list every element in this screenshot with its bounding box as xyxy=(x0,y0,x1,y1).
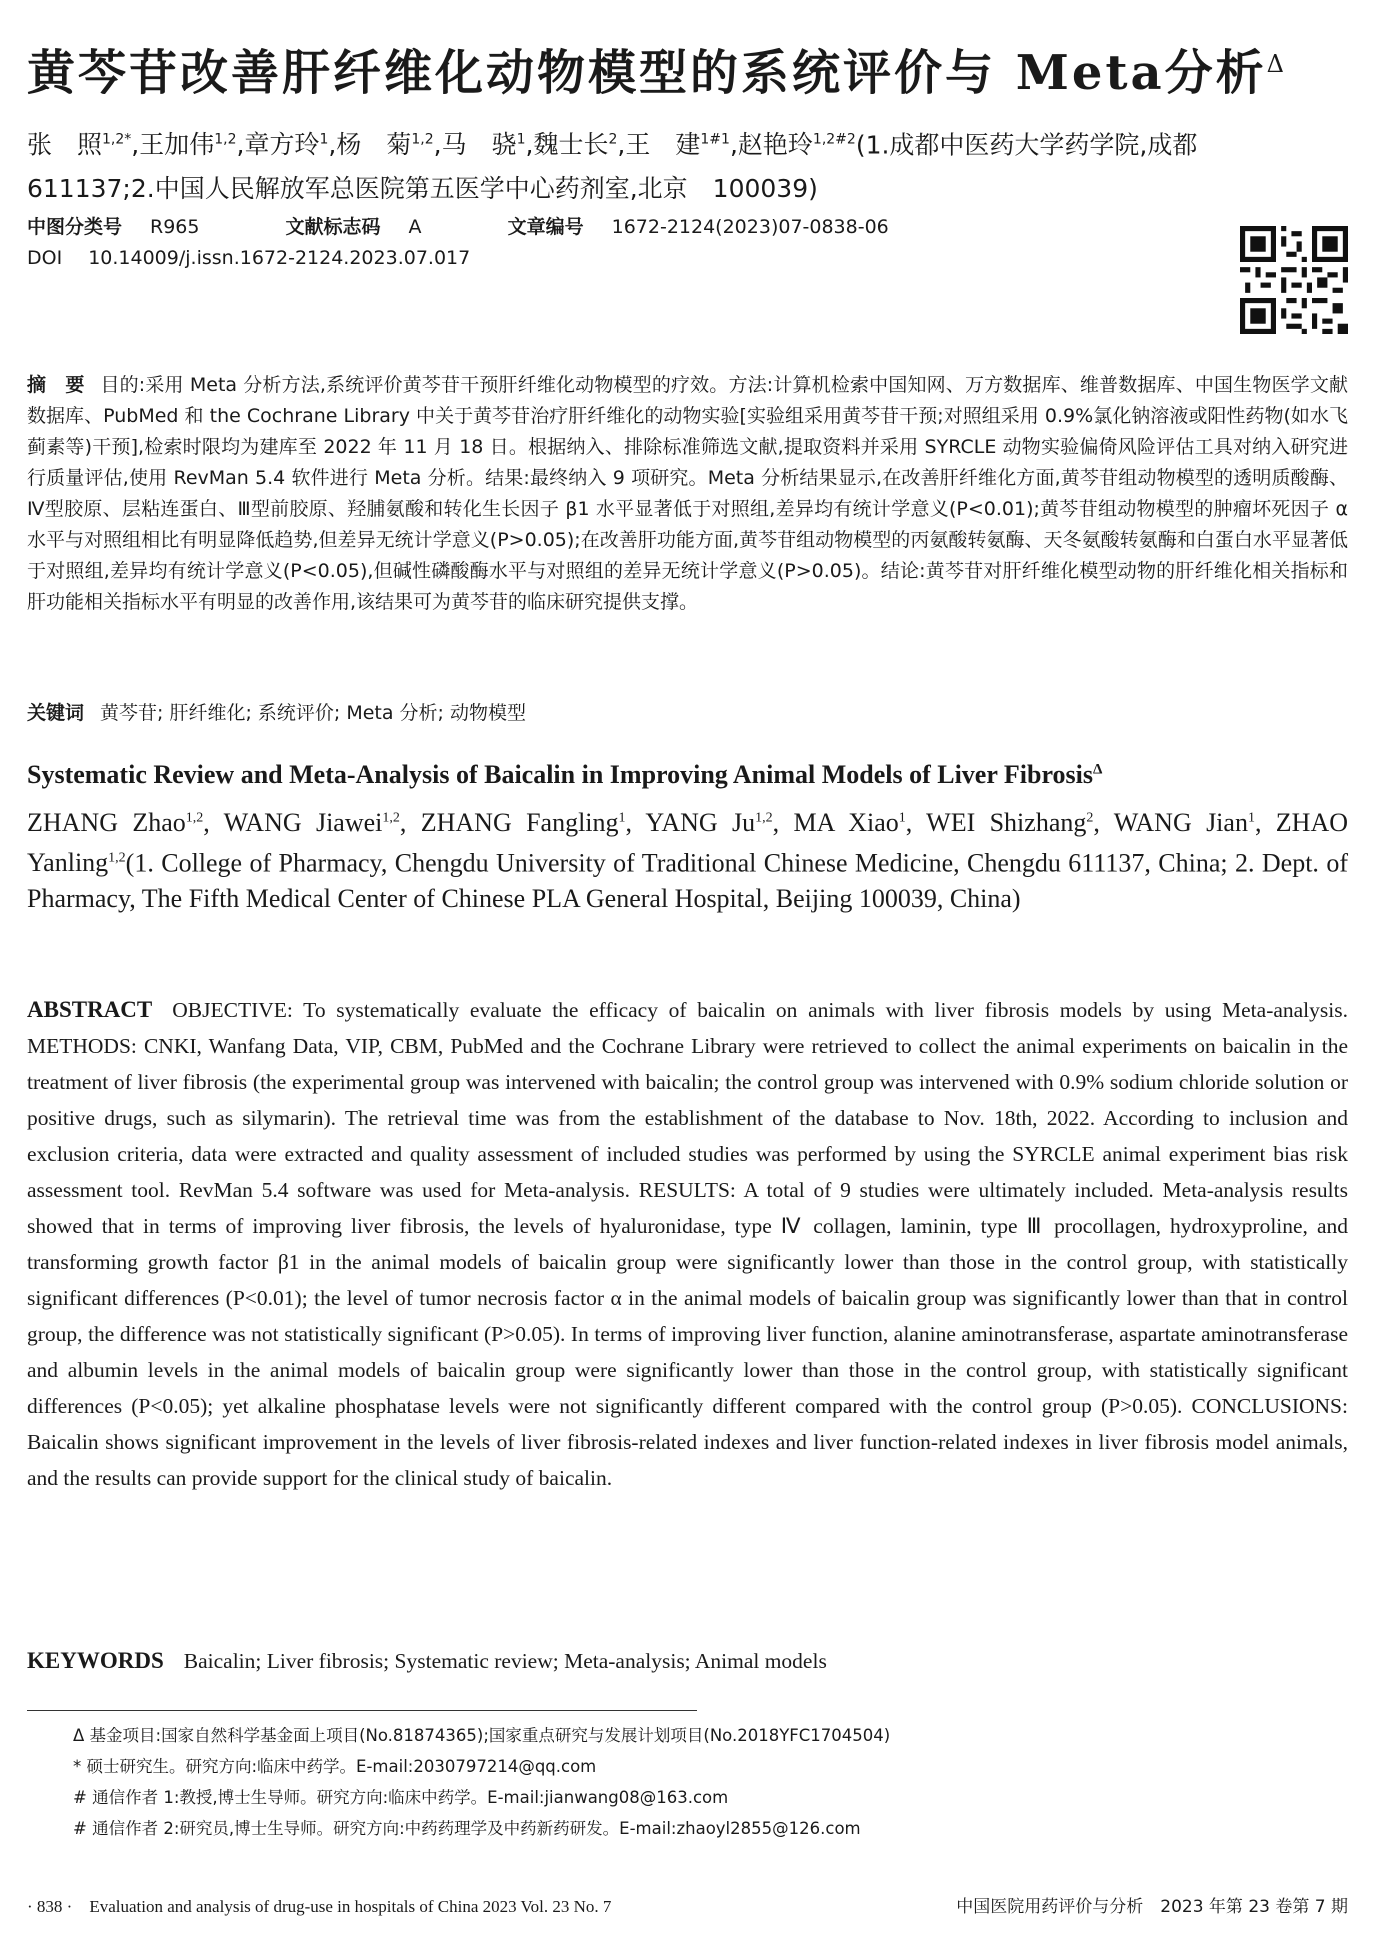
keywords-cn-text: 黄芩苷; 肝纤维化; 系统评价; Meta 分析; 动物模型 xyxy=(100,702,526,724)
author-affiliation-mark: 1#1 xyxy=(700,132,730,148)
footnote-corresponding-2: # 通信作者 2:研究员,博士生导师。研究方向:中药药理学及中药新药研发。E-mail:zhaoyl2855@126.com xyxy=(73,1819,861,1838)
article-page xyxy=(27,0,1348,1940)
author-affiliation-mark: 1 xyxy=(1247,810,1255,825)
author-affiliation-mark: 1,2 xyxy=(214,132,237,148)
author-affiliation-mark: 1,2* xyxy=(102,132,132,148)
author-affiliation-mark: 1,2 xyxy=(108,850,126,866)
author-name: 魏士长 xyxy=(533,130,609,160)
classification-row xyxy=(27,212,889,239)
authors-cn: 张 照$^{1,2*}$,王加伟$^{1,2}$,章方玲$^1$,杨 菊$^{1,2}$,马 骁$^1$,魏士长$^2$,王 建$^{1\#1}$,赵艳玲$^{1,2\#2}$(1.成都中医药大学药学院,成都 611137;2.中国人民解放军总医院第五医学中心药剂室,北京 100039) xyxy=(27,130,1223,204)
abstract-en xyxy=(27,992,1348,1496)
author-name: WANG Jiawei xyxy=(223,807,383,837)
footer-journal-en: · 838 · Evaluation and analysis of drug-use in hospitals of China 2023 Vol. 23 No. 7 xyxy=(27,1897,612,1916)
abstract-en-text: OBJECTIVE: To systematically evaluate the efficacy of baicalin on animals with liver fibrosis models by using Meta-analysis. METHODS: CNKI, Wanfang Data, VIP, CBM, PubMed and the Cochrane Library were retrieved to collect the animal experiments on baicalin in the treatment of liver fibrosis (the experimental group was intervened with baicalin; the control group was intervened with 0.9% sodium chloride solution or positive drugs, such as silymarin). The retrieval time was from the establishment of the database to Nov. 18th, 2022. According to inclusion and exclusion criteria, data were extracted and quality assessment of included studies was performed by using the SYRCLE animal experiment bias risk assessment tool. RevMan 5.4 software was used for Meta-analysis. RESULTS: A total of 9 studies were ultimately included. Meta-analysis results showed that in terms of improving liver fibrosis, the levels of hyaluronidase, type Ⅳ collagen, laminin, type Ⅲ procollagen, hydroxyproline, and transforming growth factor β1 in the animal models of baicalin group were significantly lower than those in the control group, with statistically significant differences (P<0.01); the level of tumor necrosis factor α in the animal models of baicalin group was significantly lower than that in control group, the difference was not statistically significant (P>0.05). In terms of improving liver function, alanine aminotransferase, aspartate aminotransferase and albumin levels in the animal models of baicalin group were significantly lower than those in the control group, with statistically significant differences (P<0.05); yet alkaline phosphatase levels were not significantly different compared with the control group (P>0.05). CONCLUSIONS: Baicalin shows significant improvement in the levels of liver fibrosis-related indexes and liver function-related indexes in liver fibrosis model animals, and the results can provide support for the clinical study of baicalin. xyxy=(27,998,1348,1490)
author-affiliation-mark: 2 xyxy=(1086,810,1094,825)
affiliation-cn: (1.成都中医药大学药学院,成都 611137;2.中国人民解放军总医院第五医学中心药剂室,北京 100039) xyxy=(27,130,1223,204)
classification-value: R965 xyxy=(150,216,200,238)
author-name: ZHAO Yanling xyxy=(27,807,1349,878)
author-name: 张 照 xyxy=(27,130,103,160)
keywords-cn-label: 关键词 xyxy=(27,702,85,724)
abstract-cn xyxy=(27,370,1348,618)
affiliation-en: (1. College of Pharmacy, Chengdu University of Traditional Chinese Medicine, Chengdu 611137, China; 2. Dept. of Pharmacy, The Fifth Medical Center of Chinese PLA General Hospital, Beijing 100039, China) xyxy=(27,848,1348,914)
doc-code-label: 文献标志码 xyxy=(285,216,381,238)
author-name: MA Xiao xyxy=(793,807,899,837)
author-name: ZHANG Zhao xyxy=(27,807,186,837)
author-affiliation-mark: 1,2 xyxy=(185,810,204,825)
keywords-en xyxy=(27,1648,827,1674)
author-name: 马 骁 xyxy=(441,130,517,160)
footnote-divider xyxy=(27,1710,697,1711)
authors-en: ZHANG Zhao$^{1,2}$, WANG Jiawei$^{1,2}$, ZHANG Fangling$^1$, YANG Ju$^{1,2}$, MA Xiao$^1$, WEI Shizhang$^2$, WANG Jian$^1$, ZHAO Yanling$^{1,2}$(1. College of Pharmacy, Chengdu University of Traditional Chinese Medicine, Chengdu 611137, China; 2. Dept. of Pharmacy, The Fifth Medical Center of Chinese PLA General Hospital, Beijing 100039, China) xyxy=(27,807,1349,914)
keywords-en-label: KEYWORDS xyxy=(27,1648,164,1673)
abstract-cn-label: 摘 要 xyxy=(27,374,85,396)
author-name: 王加伟 xyxy=(139,130,215,160)
classification-label: 中图分类号 xyxy=(27,216,123,238)
footer-journal-cn: 中国医院用药评价与分析 2023 年第 23 卷第 7 期 xyxy=(956,1897,1348,1917)
author-affiliation-mark: 2 xyxy=(608,132,618,148)
author-affiliation-mark: 1,2 xyxy=(755,810,773,825)
keywords-en-text: Baicalin; Liver fibrosis; Systematic review; Meta-analysis; Animal models xyxy=(183,1649,827,1673)
footnote-first-author: * 硕士研究生。研究方向:临床中药学。E-mail:2030797214@qq.com xyxy=(73,1757,597,1776)
author-name: 赵艳玲 xyxy=(737,130,813,160)
article-title-en: Systematic Review and Meta-Analysis of Baicalin in Improving Animal Models of Liver Fibrosis$^\Delta$ xyxy=(27,760,1103,789)
author-name: 王 建 xyxy=(625,130,701,160)
doi-row xyxy=(27,247,470,269)
author-affiliation-mark: 1,2 xyxy=(411,132,434,148)
doc-code-value: A xyxy=(408,216,422,238)
author-name: 杨 菊 xyxy=(336,130,412,160)
author-affiliation-mark: 1,2 xyxy=(382,810,400,825)
footnote-corresponding-1: # 通信作者 1:教授,博士生导师。研究方向:临床中药学。E-mail:jianwang08@163.com xyxy=(73,1788,729,1807)
author-affiliation-mark: 1 xyxy=(618,810,626,825)
footnote-funding: Δ 基金项目:国家自然科学基金面上项目(No.81874365);国家重点研究与发展计划项目(No.2018YFC1704504) xyxy=(73,1726,891,1745)
footnotes xyxy=(73,1720,1323,1844)
author-name: WANG Jian xyxy=(1113,807,1248,837)
abstract-cn-text: 目的:采用 Meta 分析方法,系统评价黄芩苷干预肝纤维化动物模型的疗效。方法:计算机检索中国知网、万方数据库、维普数据库、中国生物医学文献数据库、PubMed 和 the Cochrane Library 中关于黄芩苷治疗肝纤维化的动物实验[实验组采用黄芩苷干预;对照组采用 0.9%氯化钠溶液或阳性药物(如水飞蓟素等)干预],检索时限均为建库至 2022 年 11 月 18 日。根据纳入、排除标准筛选文献,提取资料并采用 SYRCLE 动物实验偏倚风险评估工具对纳入研究进行质量评估,使用 RevMan 5.4 软件进行 Meta 分析。结果:最终纳入 9 项研究。Meta 分析结果显示,在改善肝纤维化方面,黄芩苷组动物模型的透明质酸酶、Ⅳ型胶原、层粘连蛋白、Ⅲ型前胶原、羟脯氨酸和转化生长因子 β1 水平显著低于对照组,差异均有统计学意义(P<0.01);黄芩苷组动物模型的肿瘤坏死因子 α 水平与对照组相比有明显降低趋势,但差异无统计学意义(P>0.05);在改善肝功能方面,黄芩苷组动物模型的丙氨酸转氨酶、天冬氨酸转氨酶和白蛋白水平显著低于对照组,差异均有统计学意义(P<0.05),但碱性磷酸酶水平与对照组的差异无统计学意义(P>0.05)。结论:黄芩苷对肝纤维化模型动物的肝纤维化相关指标和肝功能相关指标水平有明显的改善作用,该结果可为黄芩苷的临床研究提供支撑。 xyxy=(27,374,1348,613)
author-affiliation-mark: 1 xyxy=(898,810,906,825)
author-affiliation-mark: 1 xyxy=(319,132,329,148)
article-no-label: 文章编号 xyxy=(507,216,584,238)
article-no-value: 1672-2124(2023)07-0838-06 xyxy=(611,216,889,238)
author-name: ZHANG Fangling xyxy=(420,807,619,837)
author-affiliation-mark: 1 xyxy=(516,132,526,148)
keywords-cn xyxy=(27,698,526,725)
doi-value: 10.14009/j.issn.1672-2124.2023.07.017 xyxy=(88,247,471,269)
abstract-en-label: ABSTRACT xyxy=(27,997,153,1022)
author-name: YANG Ju xyxy=(645,807,756,837)
article-title-cn: 黄芩苷改善肝纤维化动物模型的系统评价与 Meta分析$^\Delta$ xyxy=(27,45,1288,101)
author-affiliation-mark: 1,2#2 xyxy=(812,132,856,148)
author-name: WEI Shizhang xyxy=(926,807,1087,837)
qr-code-icon xyxy=(1240,226,1348,334)
doi-label: DOI xyxy=(27,247,63,269)
author-name: 章方玲 xyxy=(244,130,320,160)
